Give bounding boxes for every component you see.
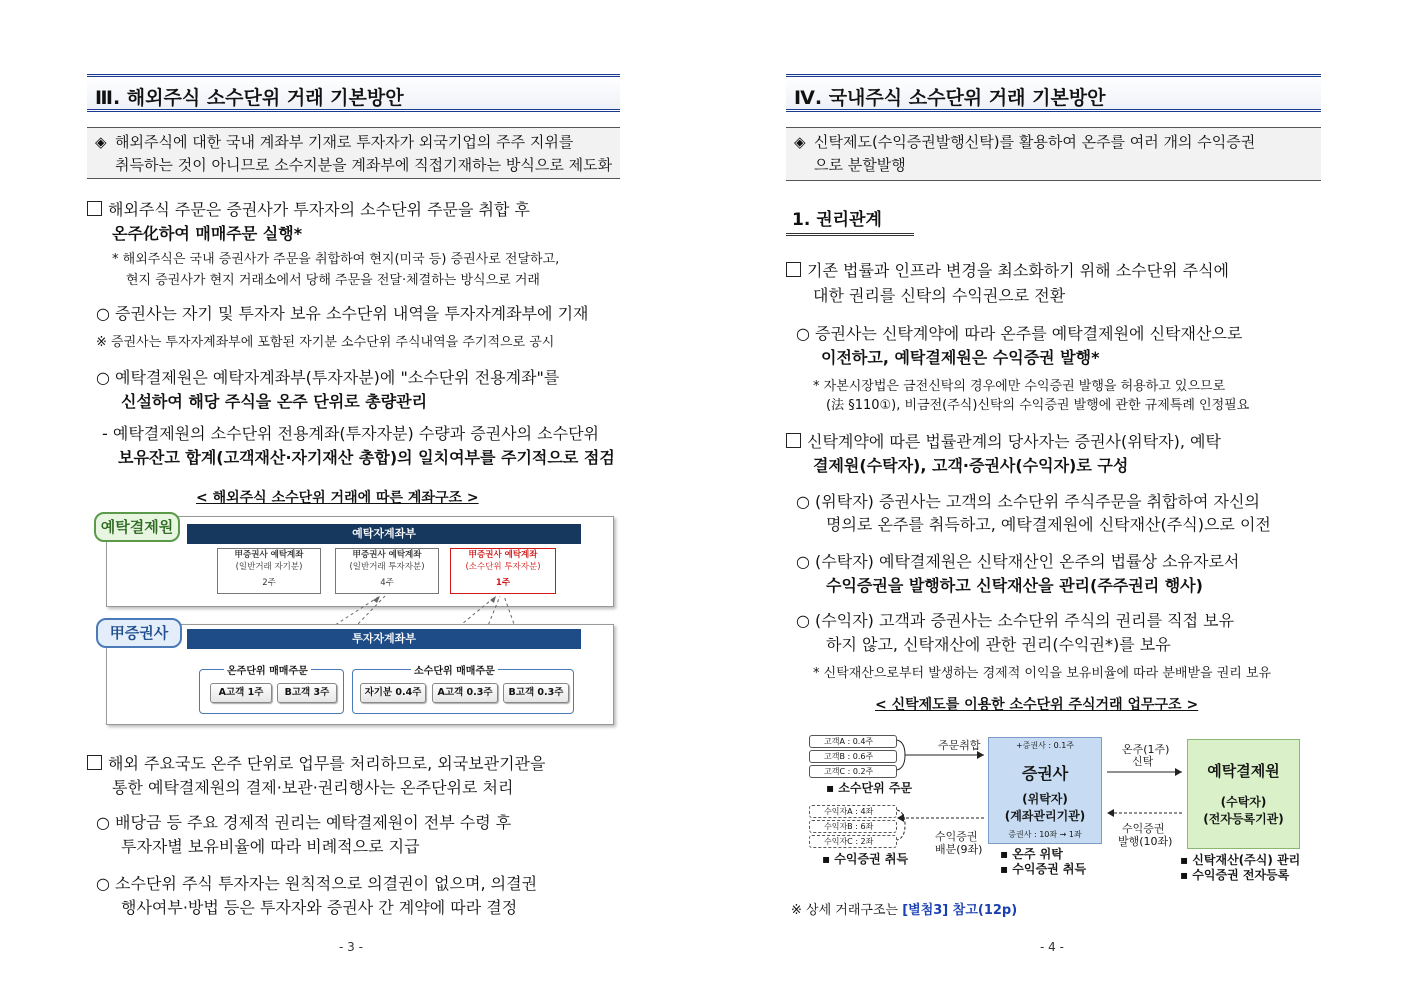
broker-bottom-note: 증권사 : 10좌 → 1좌 [1008, 830, 1082, 839]
broker-note-1: ▪ 온주 위탁 [1000, 847, 1063, 861]
summary-right-line-2: 으로 분할발행 [814, 156, 906, 174]
diamond-icon: ◈ [794, 133, 806, 151]
pill-a-03: A고객 0.3주 [432, 683, 498, 703]
acct-1-sub: (일반거래 자기분) [235, 562, 303, 572]
paragraph-2: ○ 증권사는 자기 및 투자자 보유 소수단위 내역을 투자자계좌부에 기재 [96, 304, 589, 323]
paragraph-5-line-2: 통한 예탁결제원의 결제·보관·권리행사는 온주단위로 처리 [112, 778, 514, 797]
broker-note-2: ▪ 수익증권 취득 [1000, 862, 1087, 876]
order-box-b: 고객B : 0.6주 [809, 750, 897, 763]
q2-note-2: (法 §110①), 비금전(주식)신탁의 수익증권 발행에 관한 규제특례 인정필요 [826, 398, 1250, 413]
recv-box-a: 수익자A : 4좌 [809, 805, 897, 818]
section-title-text: Ⅲ. 해외주식 소수단위 거래 기본방안 [95, 87, 404, 109]
footnote-prefix: ※ 상세 거래구조는 [791, 903, 903, 918]
q2-note-1: * 자본시장법은 금전신탁의 경우에만 수익증권 발행을 허용하고 있으므로 [813, 379, 1226, 394]
q1-line-1: 기존 법률과 인프라 변경을 최소화하기 위해 소수단위 주식에 [807, 261, 1230, 280]
paragraph-4-line-1: - 예탁결제원의 소수단위 전용계좌(투자자분) 수량과 증권사의 소수단위 [102, 424, 599, 443]
diagram-caption-left: < 해외주식 소수단위 거래에 따른 계좌구조 > [196, 490, 479, 506]
q6-line-1: ○ (수익자) 고객과 증권사는 소수단위 주식의 권리를 직접 보유 [796, 611, 1235, 630]
broker-tag: 甲증권사 [96, 618, 182, 648]
paragraph-7-line-2: 행사여부·방법 등은 투자자와 증권사 간 계약에 따라 결정 [121, 898, 518, 917]
pill-b-03: B고객 0.3주 [503, 683, 569, 703]
acct-2-title: 甲증권사 예탁계좌 [352, 550, 422, 560]
footnote-right [791, 899, 1017, 918]
q3-line-1: 신탁계약에 따른 법률관계의 당사자는 증권사(위탁자), 예탁 [807, 432, 1221, 451]
broker-name: 증권사 [1021, 764, 1069, 783]
broker-role-1: (위탁자) [1022, 792, 1068, 806]
appendix-link[interactable]: [별첨3] 참고(12p) [902, 903, 1018, 918]
order-box-c: 고객C : 0.2주 [809, 765, 897, 778]
paragraph-4-line-2: 보유잔고 합계(고객재산·자기재산 총합)의 일치여부를 주기적으로 점검 [118, 448, 615, 467]
note-1-line-1: * 해외주식은 국내 증권사가 주문을 취합하여 현지(미국 등) 증권사로 전달하고, [112, 252, 560, 267]
ksd-node-name: 예탁결제원 [1207, 762, 1280, 780]
page-number-left: - 3 - [339, 940, 363, 954]
q4-line-2: 명의로 온주를 취득하고, 예탁결제원에 신탁재산(주식)으로 이전 [826, 515, 1271, 534]
pill-self: 자기분 0.4주 [360, 683, 426, 703]
q5-line-2: 수익증권을 발행하고 신탁재산을 관리(주주권리 행사) [826, 576, 1203, 595]
summary-line-2: 취득하는 것이 아니므로 소수지분을 계좌부에 직접기재하는 방식으로 제도화 [115, 156, 613, 174]
fractional-group-label: 소수단위 매매주문 [411, 662, 498, 677]
subheading-text: 1. 권리관계 [792, 210, 882, 230]
q6-note: * 신탁재산으로부터 발생하는 경제적 이익을 보유비율에 따라 분배받을 권리 보유 [813, 666, 1272, 681]
q3-line-2: 결제원(수탁자), 고객·증권사(수익자)로 구성 [813, 456, 1129, 475]
paragraph-6-line-2: 투자자별 보유비율에 따라 비례적으로 지급 [121, 837, 420, 856]
pill-b-3: B고객 3주 [277, 683, 337, 703]
q4-line-1: ○ (위탁자) 증권사는 고객의 소수단위 주식주문을 취합하여 자신의 [796, 492, 1260, 511]
broker-top-note: +증권사 : 0.1주 [1015, 741, 1075, 750]
recv-box-b: 수익자B : 6좌 [809, 820, 897, 833]
acct-3-title: 甲증권사 예탁계좌 [468, 550, 538, 560]
note-1-line-2: 현지 증권사가 현지 거래소에서 당해 주문을 전달·체결하는 방식으로 거래 [126, 273, 540, 288]
broker-role-2: (계좌관리기관) [1004, 809, 1086, 823]
diagram-caption-right: < 신탁제도를 이용한 소수단위 주식거래 업무구조 > [875, 697, 1199, 713]
acct-1-title: 甲증권사 예탁계좌 [234, 550, 304, 560]
arrow-trust-label-2: 신탁 [1132, 755, 1154, 768]
ksd-node [1187, 739, 1300, 849]
summary-right-line-1: 신탁제도(수익증권발행신탁)를 활용하여 온주를 여러 개의 수익증권 [814, 133, 1256, 151]
acct-2-val: 4주 [380, 578, 394, 588]
diamond-icon: ◈ [95, 133, 107, 151]
ksd-node-role-1: (수탁자) [1220, 795, 1267, 809]
paragraph-5-line-1: 해외 주요국도 온주 단위로 업무를 처리하므로, 외국보관기관을 [108, 754, 546, 773]
page-number-right: - 4 - [1040, 940, 1064, 954]
order-label: ▪ 소수단위 주문 [826, 781, 913, 795]
ksd-account-bar: 예탁자계좌부 [187, 524, 581, 544]
ksd-tag: 예탁결제원 [94, 512, 180, 542]
arrow-dist-label-1: 수익증권 [935, 830, 978, 843]
recv-label: ▪ 수익증권 취득 [822, 852, 909, 866]
arrow-issue-label-2: 발행(10좌) [1118, 835, 1173, 848]
paragraph-3-line-2: 신설하여 해당 주식을 온주 단위로 총량관리 [121, 392, 428, 411]
broker-node [988, 737, 1102, 844]
arrow-issue-label-1: 수익증권 [1122, 822, 1165, 835]
acct-2-sub: (일반거래 투자자분) [349, 562, 425, 572]
section-title-text: Ⅳ. 국내주식 소수단위 거래 기본방안 [794, 87, 1106, 109]
ksd-node-role-2: (전자등록기관) [1203, 812, 1284, 826]
paragraph-6-line-1: ○ 배당금 등 주요 경제적 권리는 예탁결제원이 전부 수령 후 [96, 813, 512, 832]
paragraph-3-line-1: ○ 예탁결제원은 예탁자계좌부(투자자분)에 "소수단위 전용계좌"를 [96, 368, 560, 387]
arrow-trust-label-1: 온주(1주) [1122, 743, 1170, 756]
q2-line-1: ○ 증권사는 신탁계약에 따라 온주를 예탁결제원에 신탁재산으로 [796, 324, 1243, 343]
whole-share-group-label: 온주단위 매매주문 [224, 662, 311, 677]
broker-account-bar: 투자자계좌부 [187, 629, 581, 649]
ksd-note-1: ▪ 신탁재산(주식) 관리 [1180, 853, 1301, 867]
acct-3-sub: (소수단위 투자자분) [465, 562, 541, 572]
q6-line-2: 하지 않고, 신탁재산에 관한 권리(수익권*)를 보유 [826, 635, 1171, 654]
acct-3-val: 1주 [495, 578, 511, 588]
summary-line-1: 해외주식에 대한 국내 계좌부 기재로 투자자가 외국기업의 주주 지위를 [115, 133, 574, 151]
q2-line-2: 이전하고, 예탁결제원은 수익증권 발행* [821, 348, 1100, 367]
recv-box-c: 수익자C : 2좌 [809, 835, 897, 848]
pill-a-1: A고객 1주 [210, 683, 272, 703]
q1-line-2: 대한 권리를 신탁의 수익권으로 전환 [813, 286, 1066, 305]
paragraph-1-line-1: 해외주식 주문은 증권사가 투자자의 소수단위 주문을 취합 후 [108, 200, 531, 219]
acct-1-val: 2주 [262, 578, 276, 588]
order-box-a: 고객A : 0.4주 [809, 735, 897, 748]
q5-line-1: ○ (수탁자) 예탁결제원은 신탁재산인 온주의 법률상 소유자로서 [796, 552, 1240, 571]
paragraph-7-line-1: ○ 소수단위 주식 투자자는 원칙적으로 의결권이 없으며, 의결권 [96, 874, 538, 893]
paragraph-2-note: ※ 증권사는 투자자계좌부에 포함된 자기분 소수단위 주식내역을 주기적으로 공시 [96, 335, 555, 350]
arrow-collect-label: 주문취합 [938, 739, 981, 752]
arrow-dist-label-2: 배분(9좌) [935, 843, 983, 856]
paragraph-1-line-2: 온주化하여 매매주문 실행* [112, 224, 303, 243]
ksd-note-2: ▪ 수익증권 전자등록 [1180, 868, 1290, 882]
